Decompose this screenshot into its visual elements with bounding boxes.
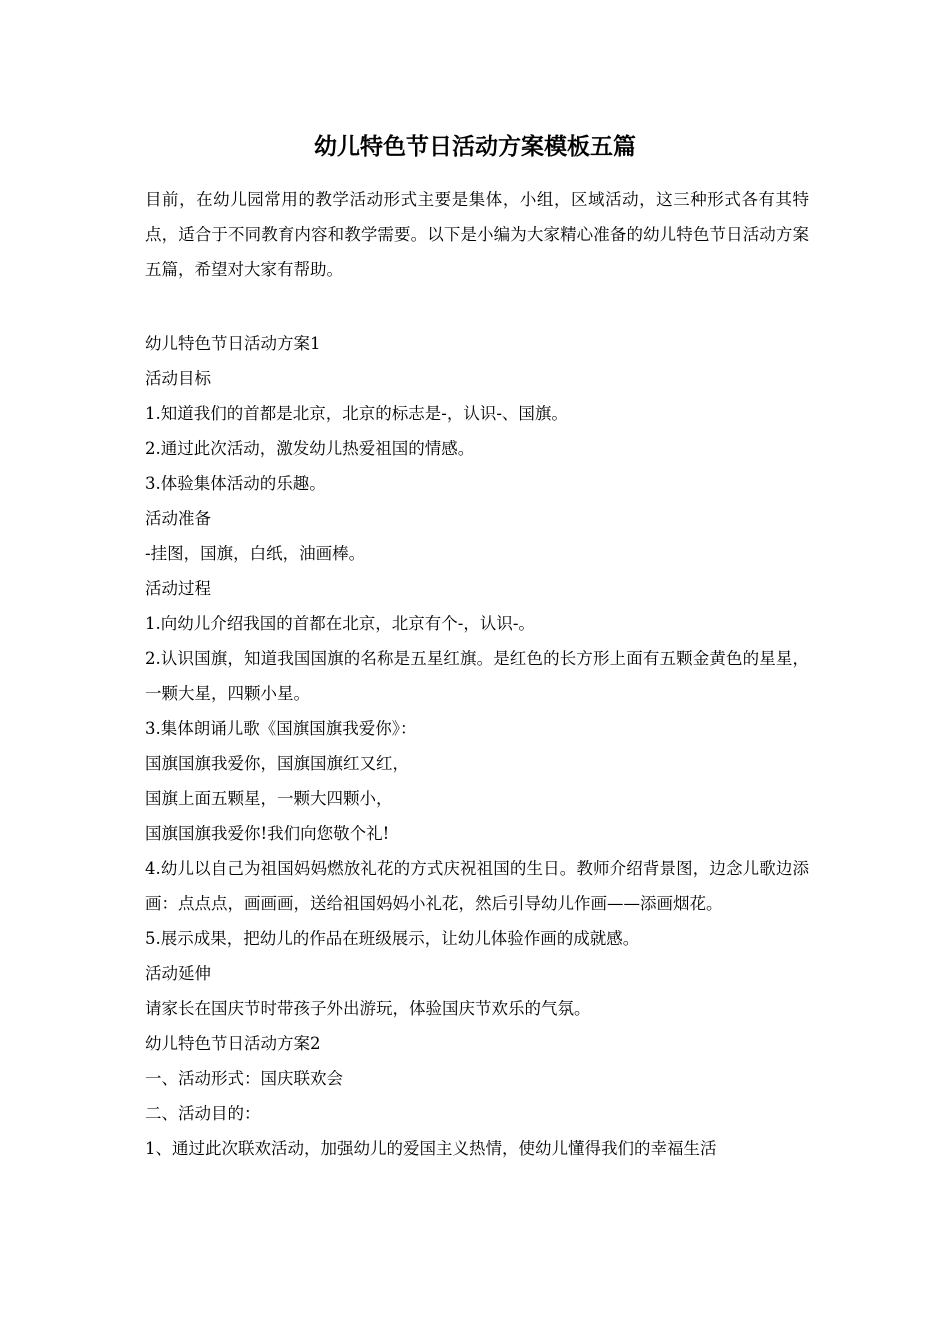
paragraph: 2.认识国旗，知道我国国旗的名称是五星红旗。是红色的长方形上面有五颗金黄色的星星，一颗大星，四颗小星。 [145, 649, 809, 703]
paragraph: -挂图，国旗，白纸，油画棒。 [145, 544, 366, 563]
paragraph: 二、活动目的： [145, 1104, 261, 1123]
poem-line: 国旗上面五颗星，一颗大四颗小， [145, 789, 393, 808]
paragraph: 一、活动形式：国庆联欢会 [145, 1069, 343, 1088]
subheading: 活动目标 [145, 369, 211, 388]
poem-line: 国旗国旗我爱你，国旗国旗红又红， [145, 754, 409, 773]
paragraph: 3.体验集体活动的乐趣。 [145, 474, 326, 493]
paragraph: 5.展示成果，把幼儿的作品在班级展示，让幼儿体验作画的成就感。 [145, 929, 640, 948]
subheading: 活动准备 [145, 509, 211, 528]
paragraph: 1.知道我们的首都是北京，北京的标志是-，认识-、国旗。 [145, 404, 568, 423]
paragraph: 请家长在国庆节时带孩子外出游玩，体验国庆节欢乐的气氛。 [145, 999, 591, 1018]
paragraph: 1.向幼儿介绍我国的首都在北京，北京有个-，认识-。 [145, 614, 535, 633]
subheading: 活动过程 [145, 579, 211, 598]
document-title: 幼儿特色节日活动方案模板五篇 [314, 133, 636, 160]
document-body [145, 326, 809, 1166]
intro-paragraph: 目前，在幼儿园常用的教学活动形式主要是集体，小组，区域活动，这三种形式各有其特点，适合于不同教育内容和教学需要。以下是小编为大家精心准备的幼儿特色节日活动方案五篇，希望对大家有帮助。 [145, 190, 809, 279]
paragraph: 4.幼儿以自己为祖国妈妈燃放礼花的方式庆祝祖国的生日。教师介绍背景图，边念儿歌边添画：点点点，画画画，送给祖国妈妈小礼花，然后引导幼儿作画——添画烟花。 [145, 859, 809, 913]
subheading: 活动延伸 [145, 964, 211, 983]
paragraph: 3.集体朗诵儿歌《国旗国旗我爱你》： [145, 719, 417, 738]
paragraph: 2.通过此次活动，激发幼儿热爱祖国的情感。 [145, 439, 475, 458]
paragraph: 1、通过此次联欢活动，加强幼儿的爱国主义热情，使幼儿懂得我们的幸福生活 [145, 1139, 717, 1158]
poem-line: 国旗国旗我爱你!我们向您敬个礼! [145, 824, 390, 843]
section-heading: 幼儿特色节日活动方案1 [145, 334, 321, 353]
section-heading: 幼儿特色节日活动方案2 [145, 1034, 321, 1053]
